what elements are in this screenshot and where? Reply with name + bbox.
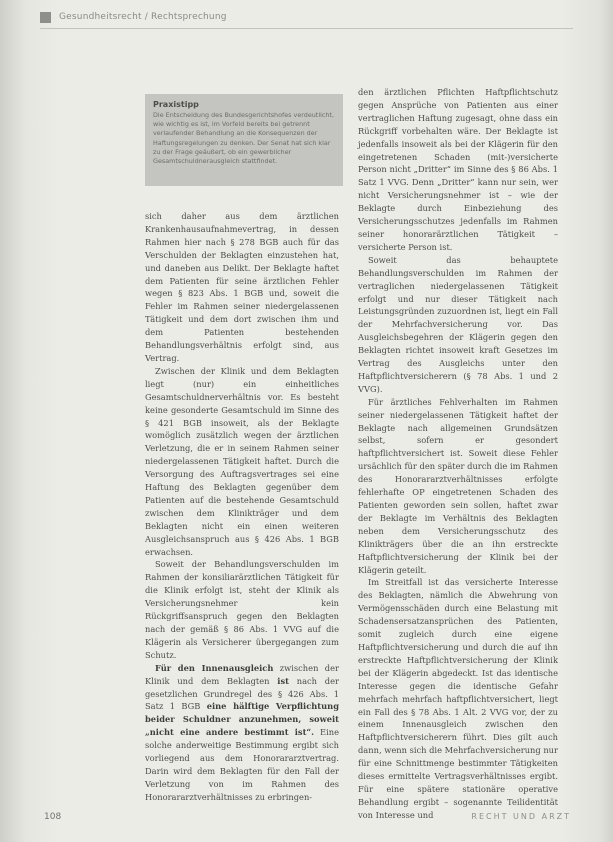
left-paragraph-3: Soweit der Behandlungsverschulden im Rahmen der konsiliarärztlichen Tätigkeit für die Klinik erfolgt ist, steht der Klinik als Versicherungsnehmer kein Rückgriffsanspruch gegen den Beklagten nach der gemäß § 86 Abs. 1 VVG auf die Klägerin als Versicherer übergegangen zum Schutz. <box>145 559 339 660</box>
running-header <box>40 8 227 26</box>
praxistipp-box <box>145 94 343 186</box>
bold-text: eine hälftige Verpflichtung beider Schuldner anzunehmen, soweit „nicht eine andere bestimmt ist“. <box>145 701 339 738</box>
left-paragraph-4 <box>145 662 339 804</box>
page-number: 108 <box>44 812 62 822</box>
header-divider <box>40 28 573 29</box>
praxistipp-title: Praxistipp <box>153 100 199 109</box>
para-text: Eine solche anderweitige Bestimmung ergibt sich vorliegend aus dem Honorararztvertrag. Darin wird dem Beklagten für den Fall der Verletzung von im Rahmen des Honorararztverhältnisses zu erbringen- <box>145 727 339 802</box>
left-paragraph-2: Zwischen der Klinik und dem Beklagten liegt (nur) ein einheitliches Gesamtschuldnerverhältnis vor. Es besteht keine gesonderte Gesamtschuld im Sinne des § 421 BGB insoweit, als der Beklagte womöglich zusätzlich wegen der ärztlichen Verletzung, die er in seinem Rahmen seiner niedergelassenen Tätigkeit haftet. Durch die Versorgung des Auftragsvertrages sei eine Haftung des Beklagten gegenüber dem Patienten auf die bestehende Gesamtschuld zwischen dem Klinikträger und dem Beklagten nicht ein einen weiteren Ausgleichsanspruch aus § 426 Abs. 1 BGB erwachsen. <box>145 365 339 557</box>
right-paragraph-4: Im Streitfall ist das versicherte Interesse des Beklagten, nämlich die Abwehrung von Vermögensschäden durch eine Belastung mit Schadensersatzansprüchen des Patienten, somit zugleich durch eine eigene Haftpflichtversicherung und durch die auf ihn erstreckte Haftpflichtversicherung der Klinik bei der Klägerin abgedeckt. Ist das identische Interesse gegen die identische Gefahr mehrfach mehrfach haftpflichtversichert, liegt ein Fall des § 78 Abs. 1 Alt. 2 VVG vor, der zu einem Innenausgleich zwischen den Haftpflichtversicherern führt. Dies gilt auch dann, wenn sich die Mehrfachversicherung nur für eine Schnittmenge bestimmter Tätigkeiten dieses ermittelte Vertragsverhältnisses ergibt. Für eine spätere stationäre operative Behandlung ergibt – sogenannte Teilidentität von Interesse und <box>358 577 558 820</box>
bold-text: ist <box>277 675 289 686</box>
right-paragraph-1: den ärztlichen Pflichten Haftpflichtschutz gegen Ansprüche von Patienten aus einer vertraglichen Haftung zugesagt, ohne dass ein Rückgriff vorbehalten wäre. Der Beklagte ist jedenfalls insoweit als bei der Klägerin für den eingetretenen Schaden (mit-)versicherte Person nicht „Dritter“ im Sinne des § 86 Abs. 1 Satz 1 VVG. Denn „Dritter“ kann nur sein, wer nicht Versicherungsnehmer ist – wie der Beklagte durch Einbeziehung des Versicherungsschutzes jedenfalls im Rahmen seiner honorarärztlichen Tätigkeit – versicherte Person ist. <box>358 87 558 252</box>
bold-lead: Für den Innenausgleich <box>155 662 274 673</box>
left-column <box>145 210 339 804</box>
para-text: zwischen der Klinik und dem Beklagten <box>145 662 339 686</box>
para-text: nach der gesetzlichen Grundregel des § 426 Abs. 1 Satz 1 BGB <box>145 675 339 712</box>
section-title: Gesundheitsrecht / Rechtsprechung <box>59 12 227 22</box>
publication-name: RECHT UND ARZT <box>471 812 571 821</box>
praxistipp-body: Die Entscheidung des Bundesgerichtshofes verdeutlicht, wie wichtig es ist, im Vorfeld bereits bei getrennt verlaufender Behandlung an die Konsequenzen der Haftungsregelungen zu denken. Der Senat hat sich klar zu der Frage geäußert, ob ein gewerblicher Gesamtschuldnerausgleich stattfindet. <box>153 111 334 166</box>
right-paragraph-3: Für ärztliches Fehlverhalten im Rahmen seiner niedergelassenen Tätigkeit haftet der Beklagte nach allgemeinen Grundsätzen selbst, sofern er gesondert haftpflichtversichert ist. Soweit diese Fehler ursächlich für den später durch die im Rahmen des Honorararztverhältnisses erfolgte fehlerhafte OP eingetretenen Schaden des Patienten geworden sein sollen, haftet zwar der Beklagte im Verhältnis des Beklagten neben dem Versicherungsschutz des Klinikträgers über die an ihn erstreckte Haftpflichtversicherung der Klinik bei der Klägerin geteilt. <box>358 396 558 575</box>
section-marker-icon <box>40 12 51 23</box>
right-paragraph-2: Soweit das behauptete Behandlungsverschulden im Rahmen der vertraglichen niedergelassenen Tätigkeit erfolgt und nur dieser Tätigkeit nach Leistungsgründen zuzuordnen ist, liegt ein Fall der Mehrfachversicherung vor. Das Ausgleichsbegehren der Klägerin gegen den Beklagten richtet insoweit kraft Gesetzes im Vertrag des Ausgleichs unter den Haftpflichtversicherern (§ 78 Abs. 1 und 2 VVG). <box>358 254 558 394</box>
left-paragraph-1: sich daher aus dem ärztlichen Krankenhausaufnahmevertrag, in dessen Rahmen hier nach § 278 BGB auch für das Verschulden der Beklagten einzustehen hat, und daneben aus Delikt. Der Beklagte haftet dem Patienten für seine ärztlichen Fehler wegen § 823 Abs. 1 BGB und, soweit die Fehler im Rahmen seiner niedergelassenen Tätigkeit und dem dort zwischen ihm und dem Patienten bestehenden Behandlungsverhältnis erfolgt sind, aus Vertrag. <box>145 211 339 363</box>
right-column <box>358 86 558 822</box>
